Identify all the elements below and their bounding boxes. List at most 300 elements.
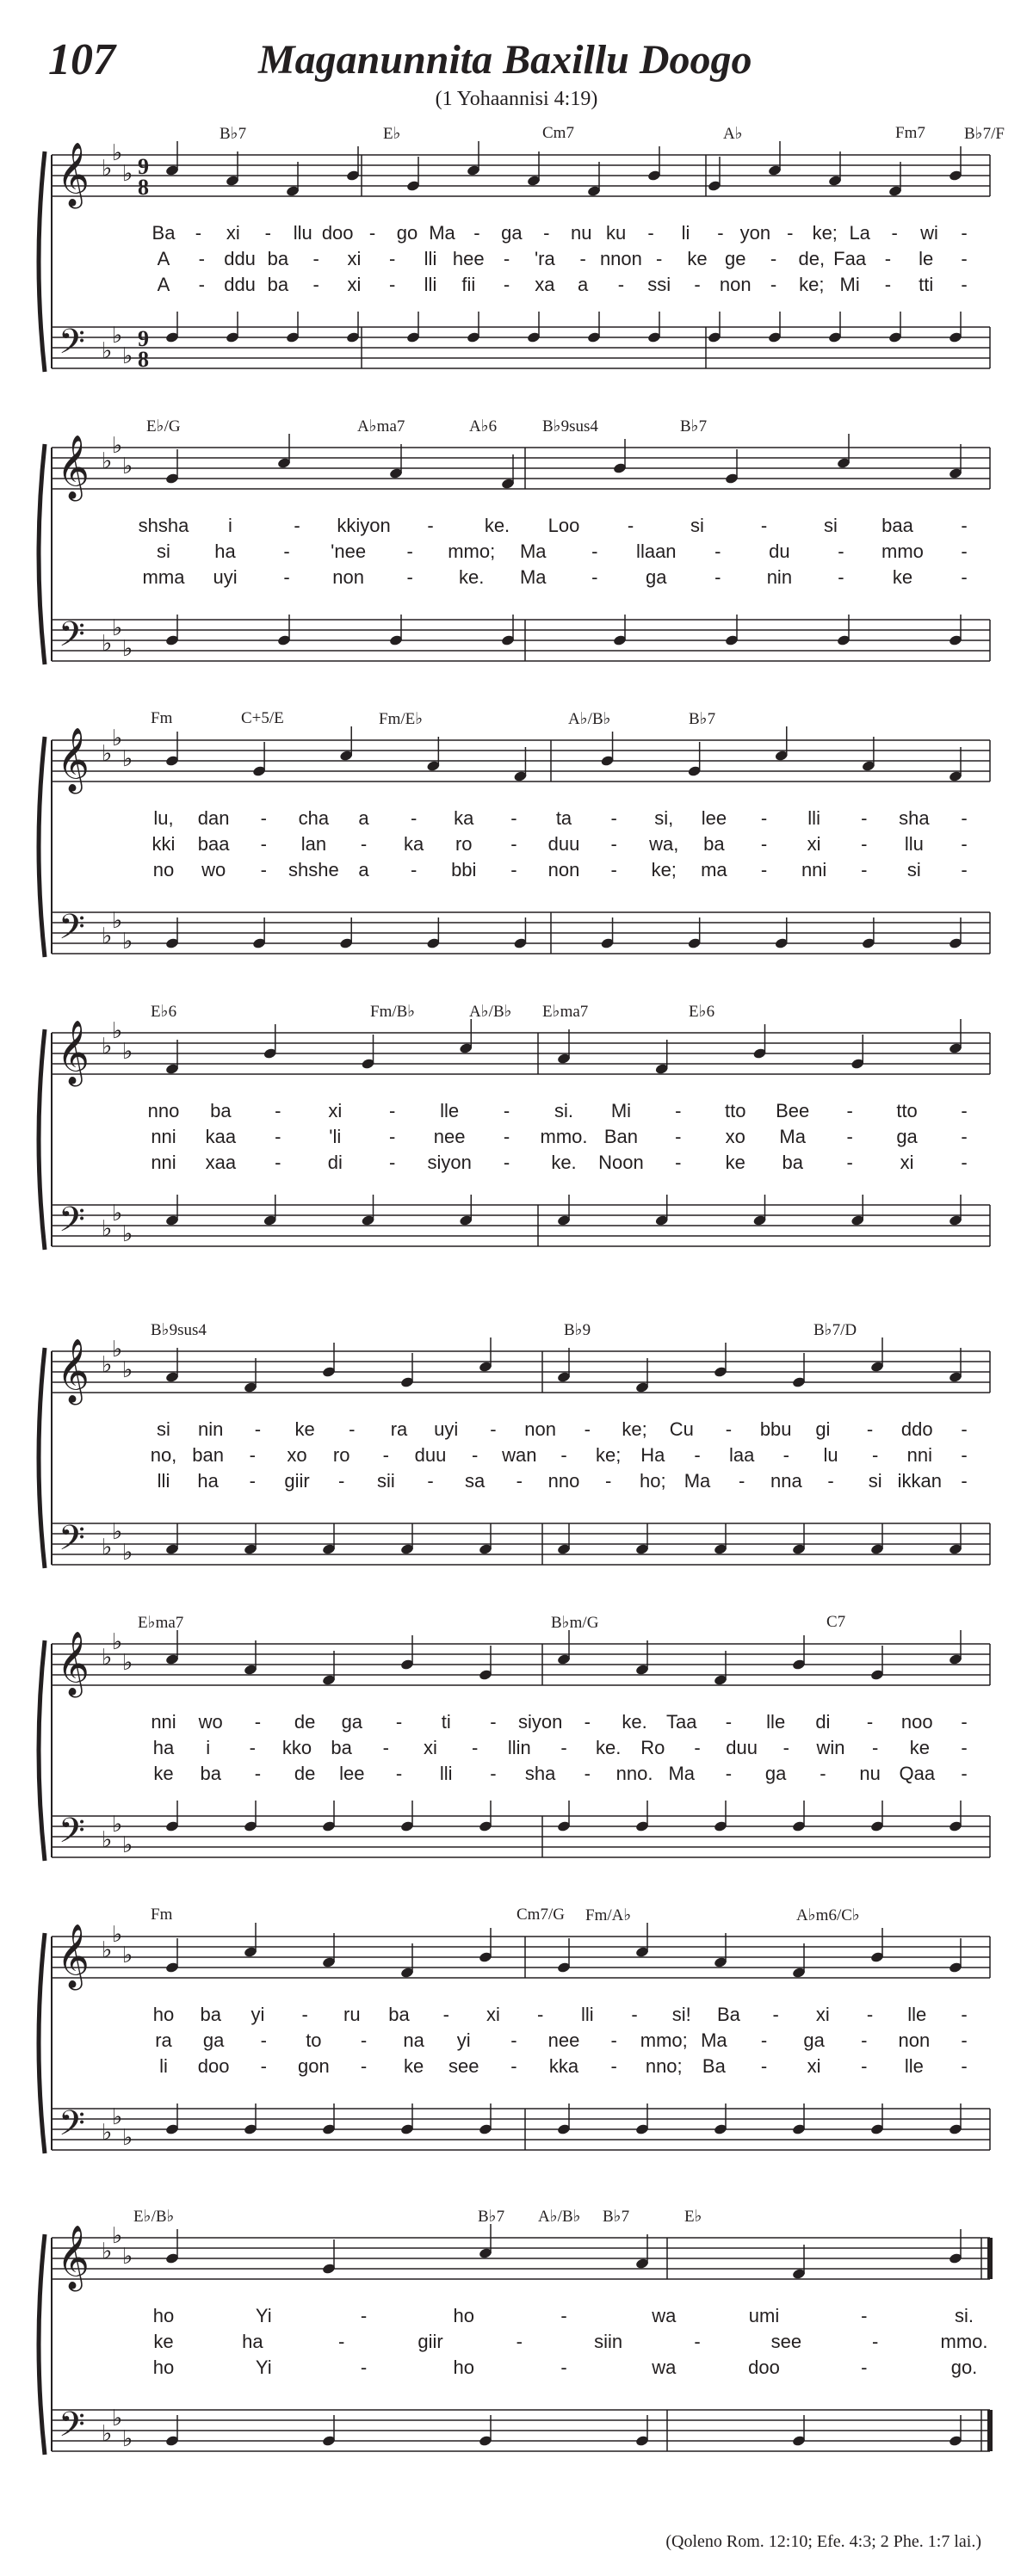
song-number: 107 — [48, 35, 115, 84]
lyric-syllable: de, — [798, 248, 826, 269]
lyric-syllable: xi — [807, 833, 821, 855]
flat-sign-icon: ♭ — [102, 1352, 113, 1378]
lyric-syllable: see — [770, 2331, 802, 2352]
lyric-syllable: baa — [197, 833, 230, 855]
lyric-syllable: fii — [461, 274, 476, 295]
lyric-syllable: uyi — [213, 566, 238, 588]
lyric-syllable: go — [396, 222, 418, 244]
lyric-syllable: lli — [424, 248, 437, 269]
syllable-hyphen: - — [772, 2004, 779, 2025]
lyric-syllable: ddo — [900, 1418, 933, 1440]
chord-symbol: B♭7 — [220, 125, 247, 143]
syllable-hyphen: - — [360, 2305, 368, 2326]
lyric-syllable: de — [294, 1711, 316, 1733]
syllable-hyphen: - — [961, 1126, 968, 1147]
chord-symbol: C7 — [826, 1613, 846, 1631]
treble-clef-icon: 𝄞 — [57, 1339, 90, 1403]
lyric-syllable: kko — [281, 1737, 312, 1758]
syllable-hyphen: - — [717, 222, 724, 244]
syllable-hyphen: - — [884, 274, 892, 295]
lyric-syllable: lle — [907, 2004, 927, 2025]
chord-symbol: Fm7 — [895, 124, 925, 142]
syllable-hyphen: - — [725, 1418, 733, 1440]
syllable-hyphen: - — [961, 833, 968, 855]
syllable-hyphen: - — [631, 2004, 638, 2025]
syllable-hyphen: - — [260, 833, 267, 855]
lyric-syllable: ro — [332, 1444, 350, 1466]
lyric-syllable: a — [358, 859, 369, 880]
lyric-syllable: llin — [507, 1737, 531, 1758]
lyric-syllable: ke — [404, 2055, 424, 2077]
lyric-verse-3 — [0, 859, 1033, 883]
lyric-syllable: lli — [807, 807, 820, 829]
lyric-syllable: lli — [157, 1470, 170, 1492]
lyric-syllable: duu — [414, 1444, 447, 1466]
flat-sign-icon: ♭ — [112, 323, 123, 349]
lyric-syllable: ba — [200, 1763, 221, 1784]
lyric-syllable: llu — [904, 833, 924, 855]
lyric-syllable: ga — [501, 222, 523, 244]
syllable-hyphen: - — [490, 1763, 497, 1784]
lyric-syllable: nni — [801, 859, 827, 880]
lyric-syllable: tto — [896, 1100, 918, 1121]
lyric-syllable: lli — [424, 274, 437, 295]
bass-clef-icon: 𝄢 — [59, 1200, 85, 1248]
lyric-syllable: ke; — [622, 1418, 647, 1440]
syllable-hyphen: - — [382, 1737, 389, 1758]
syllable-hyphen: - — [249, 1444, 256, 1466]
lyric-verse-3 — [0, 1152, 1033, 1176]
syllable-hyphen: - — [714, 541, 721, 562]
lyric-syllable: non — [719, 274, 752, 295]
syllable-hyphen: - — [368, 222, 376, 244]
syllable-hyphen: - — [782, 1444, 789, 1466]
lyric-verse-1 — [0, 807, 1033, 831]
lyric-syllable: xo — [725, 1126, 745, 1147]
lyric-syllable: ga — [764, 1763, 787, 1784]
syllable-hyphen: - — [510, 2029, 517, 2051]
lyric-syllable: Mi — [610, 1100, 632, 1121]
lyric-syllable: mmo; — [448, 541, 496, 562]
lyric-syllable: xi — [900, 1152, 914, 1173]
syllable-hyphen: - — [382, 1444, 389, 1466]
lyric-syllable: ha — [152, 1737, 175, 1758]
lyric-syllable: i — [206, 1737, 211, 1758]
lyric-syllable: nin — [766, 566, 793, 588]
flat-sign-icon: ♭ — [122, 1943, 133, 1968]
chord-symbol: A♭/B♭ — [568, 710, 611, 728]
chord-symbol: E♭/B♭ — [133, 2208, 175, 2226]
chord-symbol: E♭ — [383, 125, 401, 143]
lyric-syllable: li — [681, 222, 690, 244]
syllable-hyphen: - — [846, 1100, 853, 1121]
chord-symbol: A♭/B♭ — [538, 2208, 581, 2226]
lyric-syllable: ke; — [799, 274, 825, 295]
lyric-syllable: nin — [198, 1418, 224, 1440]
chord-symbol: B♭9 — [564, 1321, 591, 1339]
syllable-hyphen: - — [254, 1711, 262, 1733]
flat-sign-icon: ♭ — [112, 1201, 123, 1226]
lyric-syllable: giir — [418, 2331, 443, 2352]
syllable-hyphen: - — [961, 2029, 968, 2051]
syllable-hyphen: - — [961, 2004, 968, 2025]
lyric-syllable: wi — [920, 222, 938, 244]
syllable-hyphen: - — [360, 2029, 368, 2051]
syllable-hyphen: - — [610, 2055, 617, 2077]
syllable-hyphen: - — [846, 1126, 853, 1147]
time-signature-numerator: 9 — [138, 154, 149, 179]
syllable-hyphen: - — [301, 2004, 308, 2025]
lyric-syllable: Bee — [776, 1100, 810, 1121]
syllable-hyphen: - — [866, 1711, 874, 1733]
chord-symbol: Fm/E♭ — [379, 710, 424, 728]
syllable-hyphen: - — [861, 2305, 868, 2326]
syllable-hyphen: - — [610, 2029, 617, 2051]
syllable-hyphen: - — [694, 274, 701, 295]
flat-sign-icon: ♭ — [102, 1034, 113, 1059]
lyric-syllable: si. — [955, 2305, 974, 2326]
lyric-verse-2 — [0, 248, 1033, 272]
chord-symbol: B♭m/G — [551, 1614, 599, 1632]
lyric-verse-1 — [0, 2004, 1033, 2028]
lyric-syllable: ke — [294, 1418, 315, 1440]
syllable-hyphen: - — [260, 859, 267, 880]
bass-clef-icon: 𝄢 — [59, 1811, 85, 1859]
syllable-hyphen: - — [389, 1126, 396, 1147]
syllable-hyphen: - — [656, 248, 663, 269]
lyric-syllable: Ma — [668, 1763, 696, 1784]
lyric-syllable: kka — [548, 2055, 579, 2077]
syllable-hyphen: - — [760, 515, 768, 536]
lyric-syllable: ru — [343, 2004, 361, 2025]
chord-symbol: A♭m6/C♭ — [796, 1906, 860, 1924]
syllable-hyphen: - — [846, 1152, 853, 1173]
lyric-syllable: ho — [453, 2357, 474, 2378]
lyric-syllable: ddu — [224, 248, 256, 269]
music-system — [0, 998, 1033, 1308]
lyric-syllable: bbi — [451, 859, 477, 880]
chord-symbol: A♭/B♭ — [469, 1003, 512, 1021]
lyric-syllable: xi — [424, 1737, 437, 1758]
lyric-syllable: ho — [453, 2305, 474, 2326]
syllable-hyphen: - — [871, 1444, 879, 1466]
bass-clef-icon: 𝄢 — [59, 322, 85, 370]
syllable-hyphen: - — [866, 1418, 874, 1440]
syllable-hyphen: - — [395, 1711, 403, 1733]
chord-symbol: Cm7 — [542, 124, 574, 142]
lyric-syllable: wo — [201, 859, 226, 880]
chord-symbol: Cm7/G — [516, 1906, 565, 1924]
lyric-syllable: ge — [725, 248, 746, 269]
syllable-hyphen: - — [714, 566, 721, 588]
syllable-hyphen: - — [610, 807, 617, 829]
syllable-hyphen: - — [866, 2004, 874, 2025]
lyric-syllable: sii — [376, 1470, 395, 1492]
lyric-verse-3 — [0, 1763, 1033, 1787]
lyric-syllable: wa — [652, 2305, 677, 2326]
lyric-syllable: xaa — [205, 1152, 237, 1173]
lyric-syllable: de — [294, 1763, 316, 1784]
lyric-syllable: giir — [284, 1470, 310, 1492]
syllable-hyphen: - — [725, 1711, 733, 1733]
syllable-hyphen: - — [360, 2357, 368, 2378]
syllable-hyphen: - — [584, 1763, 591, 1784]
lyric-syllable: Ban — [603, 1126, 638, 1147]
lyric-syllable: ssi — [647, 274, 671, 295]
music-system — [0, 1902, 1033, 2212]
lyric-syllable: gi — [815, 1418, 831, 1440]
syllable-hyphen: - — [490, 1418, 497, 1440]
lyric-verse-2 — [0, 541, 1033, 565]
syllable-hyphen: - — [198, 274, 205, 295]
lyric-syllable: ro — [455, 833, 473, 855]
lyric-syllable: xo — [287, 1444, 307, 1466]
syllable-hyphen: - — [584, 1711, 591, 1733]
syllable-hyphen: - — [560, 2305, 567, 2326]
chord-symbol: A♭ma7 — [357, 417, 405, 436]
syllable-hyphen: - — [294, 515, 300, 536]
chord-symbol: E♭6 — [151, 1003, 177, 1021]
flat-sign-icon: ♭ — [112, 726, 123, 751]
lyric-syllable: xa — [535, 274, 555, 295]
syllable-hyphen: - — [490, 1711, 497, 1733]
syllable-hyphen: - — [560, 1737, 567, 1758]
lyric-syllable: Ma — [701, 2029, 727, 2051]
bass-clef-icon: 𝄢 — [59, 2103, 85, 2152]
syllable-hyphen: - — [961, 566, 968, 588]
lyric-syllable: kaa — [205, 1126, 237, 1147]
flat-sign-icon: ♭ — [102, 924, 113, 949]
lyric-syllable: ku — [606, 222, 627, 244]
syllable-hyphen: - — [249, 1470, 256, 1492]
flat-sign-icon: ♭ — [102, 448, 113, 474]
lyric-syllable: mmo. — [940, 2331, 988, 2352]
lyric-syllable: yi — [251, 2004, 265, 2025]
lyric-syllable: ba — [210, 1100, 232, 1121]
chord-symbol: E♭/G — [146, 417, 181, 436]
lyric-syllable: umi — [748, 2305, 780, 2326]
chord-symbol: E♭ma7 — [542, 1003, 589, 1021]
lyric-syllable: to — [306, 2029, 322, 2051]
syllable-hyphen: - — [725, 1763, 733, 1784]
lyric-syllable: go. — [950, 2357, 978, 2378]
syllable-hyphen: - — [516, 1470, 523, 1492]
flat-sign-icon: ♭ — [112, 1629, 123, 1655]
lyric-syllable: si — [906, 859, 921, 880]
lyric-syllable: shshe — [288, 859, 339, 880]
syllable-hyphen: - — [442, 2004, 449, 2025]
lyric-verse-3 — [0, 566, 1033, 590]
lyric-verse-1 — [0, 1711, 1033, 1735]
lyric-syllable: 'ra — [534, 248, 555, 269]
syllable-hyphen: - — [961, 1763, 968, 1784]
music-system — [0, 413, 1033, 723]
flat-sign-icon: ♭ — [102, 1937, 113, 1963]
syllable-hyphen: - — [827, 1470, 834, 1492]
flat-sign-icon: ♭ — [102, 631, 113, 657]
lyric-syllable: Ha — [640, 1444, 665, 1466]
lyric-syllable: nee — [547, 2029, 580, 2051]
syllable-hyphen: - — [787, 222, 794, 244]
treble-clef-icon: 𝄞 — [57, 2226, 90, 2289]
syllable-hyphen: - — [471, 1444, 479, 1466]
lyric-syllable: nno — [147, 1100, 180, 1121]
lyric-syllable: kkiyon — [337, 515, 391, 536]
time-signature-denominator: 8 — [138, 347, 149, 372]
flat-sign-icon: ♭ — [102, 1645, 113, 1671]
syllable-hyphen: - — [406, 566, 413, 588]
lyric-syllable: tto — [725, 1100, 746, 1121]
lyric-syllable: Ma — [684, 1470, 711, 1492]
lyric-syllable: ba — [782, 1152, 803, 1173]
lyric-syllable: si — [690, 515, 704, 536]
syllable-hyphen: - — [503, 274, 510, 295]
lyric-syllable: doo — [321, 222, 354, 244]
chord-symbol: B♭9sus4 — [151, 1321, 207, 1339]
lyric-syllable: ke — [153, 1763, 174, 1784]
footnote-references: (Qoleno Rom. 12:10; Efe. 4:3; 2 Phe. 1:7 lai.) — [665, 2532, 981, 2551]
lyric-syllable: le — [919, 248, 934, 269]
flat-sign-icon: ♭ — [102, 2421, 113, 2447]
lyric-syllable: cha — [298, 807, 330, 829]
syllable-hyphen: - — [961, 1444, 968, 1466]
syllable-hyphen: - — [694, 1444, 701, 1466]
syllable-hyphen: - — [536, 2004, 544, 2025]
treble-clef-icon: 𝄞 — [57, 1924, 90, 1988]
bass-clef-icon: 𝄢 — [59, 615, 85, 663]
syllable-hyphen: - — [675, 1100, 682, 1121]
lyric-syllable: ra — [155, 2029, 172, 2051]
flat-sign-icon: ♭ — [122, 929, 133, 954]
lyric-syllable: lle — [766, 1711, 786, 1733]
lyric-syllable: ikkan — [897, 1470, 943, 1492]
flat-sign-icon: ♭ — [122, 1039, 133, 1065]
lyric-syllable: si — [157, 1418, 170, 1440]
lyric-syllable: baa — [881, 515, 913, 536]
syllable-hyphen: - — [760, 833, 768, 855]
syllable-hyphen: - — [510, 833, 517, 855]
flat-sign-icon: ♭ — [122, 2244, 133, 2270]
song-title: Maganunnita Baxillu Doogo — [258, 37, 752, 83]
lyric-syllable: ga — [896, 1126, 918, 1147]
lyric-syllable: ke — [909, 1737, 930, 1758]
chord-symbol: Fm — [151, 1906, 173, 1924]
lyric-syllable: ra — [390, 1418, 408, 1440]
lyric-syllable: Ma — [519, 541, 547, 562]
lyric-syllable: A — [157, 248, 170, 269]
lyric-syllable: ke. — [484, 515, 510, 536]
lyric-syllable: non — [898, 2029, 931, 2051]
syllable-hyphen: - — [961, 807, 968, 829]
lyric-syllable: mmo. — [540, 1126, 588, 1147]
syllable-hyphen: - — [406, 541, 413, 562]
lyric-syllable: ti — [441, 1711, 451, 1733]
lyric-syllable: xi — [328, 1100, 343, 1121]
syllable-hyphen: - — [961, 515, 968, 536]
lyric-verse-3 — [0, 274, 1033, 298]
lyric-syllable: wa, — [649, 833, 679, 855]
lyric-verse-1 — [0, 222, 1033, 246]
syllable-hyphen: - — [579, 248, 586, 269]
syllable-hyphen: - — [820, 1763, 826, 1784]
syllable-hyphen: - — [471, 1737, 479, 1758]
syllable-hyphen: - — [264, 222, 271, 244]
lyric-syllable: ddu — [224, 274, 256, 295]
chord-symbol: E♭ma7 — [138, 1614, 184, 1632]
lyric-syllable: li — [159, 2055, 168, 2077]
flat-sign-icon: ♭ — [122, 1540, 133, 1566]
syllable-hyphen: - — [861, 2357, 868, 2378]
lyric-syllable: lle — [904, 2055, 924, 2077]
flat-sign-icon: ♭ — [112, 2104, 123, 2130]
lyric-syllable: Mi — [839, 274, 860, 295]
lyric-syllable: non — [524, 1418, 556, 1440]
music-system — [0, 706, 1033, 1016]
treble-clef-icon: 𝄞 — [57, 1021, 90, 1084]
chord-symbol: B♭9sus4 — [542, 417, 598, 436]
lyric-syllable: a — [578, 274, 589, 295]
lyric-syllable: nu — [570, 222, 592, 244]
syllable-hyphen: - — [770, 248, 777, 269]
syllable-hyphen: - — [871, 2331, 879, 2352]
lyric-verse-2 — [0, 833, 1033, 857]
syllable-hyphen: - — [427, 1470, 434, 1492]
lyric-syllable: duu — [547, 833, 580, 855]
lyric-syllable: ba — [267, 248, 289, 269]
lyric-syllable: ke; — [812, 222, 838, 244]
lyric-verse-3 — [0, 2055, 1033, 2079]
lyric-syllable: na — [403, 2029, 424, 2051]
lyric-syllable: ba — [703, 833, 725, 855]
lyric-syllable: 'li — [329, 1126, 342, 1147]
syllable-hyphen: - — [591, 566, 598, 588]
lyric-syllable: mmo; — [640, 2029, 688, 2051]
lyric-syllable: ha — [197, 1470, 219, 1492]
lyric-verse-3 — [0, 2357, 1033, 2381]
syllable-hyphen: - — [249, 1737, 256, 1758]
chord-symbol: B♭7 — [478, 2208, 505, 2226]
treble-clef-icon: 𝄞 — [57, 143, 90, 207]
syllable-hyphen: - — [312, 274, 319, 295]
syllable-hyphen: - — [503, 1100, 510, 1121]
syllable-hyphen: - — [410, 859, 418, 880]
lyric-syllable: 'nee — [331, 541, 367, 562]
flat-sign-icon: ♭ — [112, 140, 123, 166]
syllable-hyphen: - — [543, 222, 550, 244]
lyric-syllable: si! — [671, 2004, 691, 2025]
syllable-hyphen: - — [503, 1152, 510, 1173]
lyric-verse-2 — [0, 1737, 1033, 1761]
syllable-hyphen: - — [604, 1470, 612, 1492]
syllable-hyphen: - — [961, 1470, 968, 1492]
flat-sign-icon: ♭ — [122, 454, 133, 479]
lyric-syllable: A — [157, 274, 170, 295]
syllable-hyphen: - — [760, 859, 768, 880]
chord-symbol: B♭7 — [689, 710, 716, 728]
syllable-hyphen: - — [861, 859, 868, 880]
flat-sign-icon: ♭ — [112, 908, 123, 934]
lyric-syllable: siin — [594, 2331, 623, 2352]
lyric-syllable: wa — [652, 2357, 677, 2378]
syllable-hyphen: - — [560, 1444, 567, 1466]
lyric-syllable: ke. — [622, 1711, 647, 1733]
lyric-syllable: gon — [298, 2055, 330, 2077]
lyric-syllable: Cu — [669, 1418, 694, 1440]
flat-sign-icon: ♭ — [102, 338, 113, 364]
syllable-hyphen: - — [961, 2055, 968, 2077]
syllable-hyphen: - — [516, 2331, 523, 2352]
syllable-hyphen: - — [360, 2055, 368, 2077]
